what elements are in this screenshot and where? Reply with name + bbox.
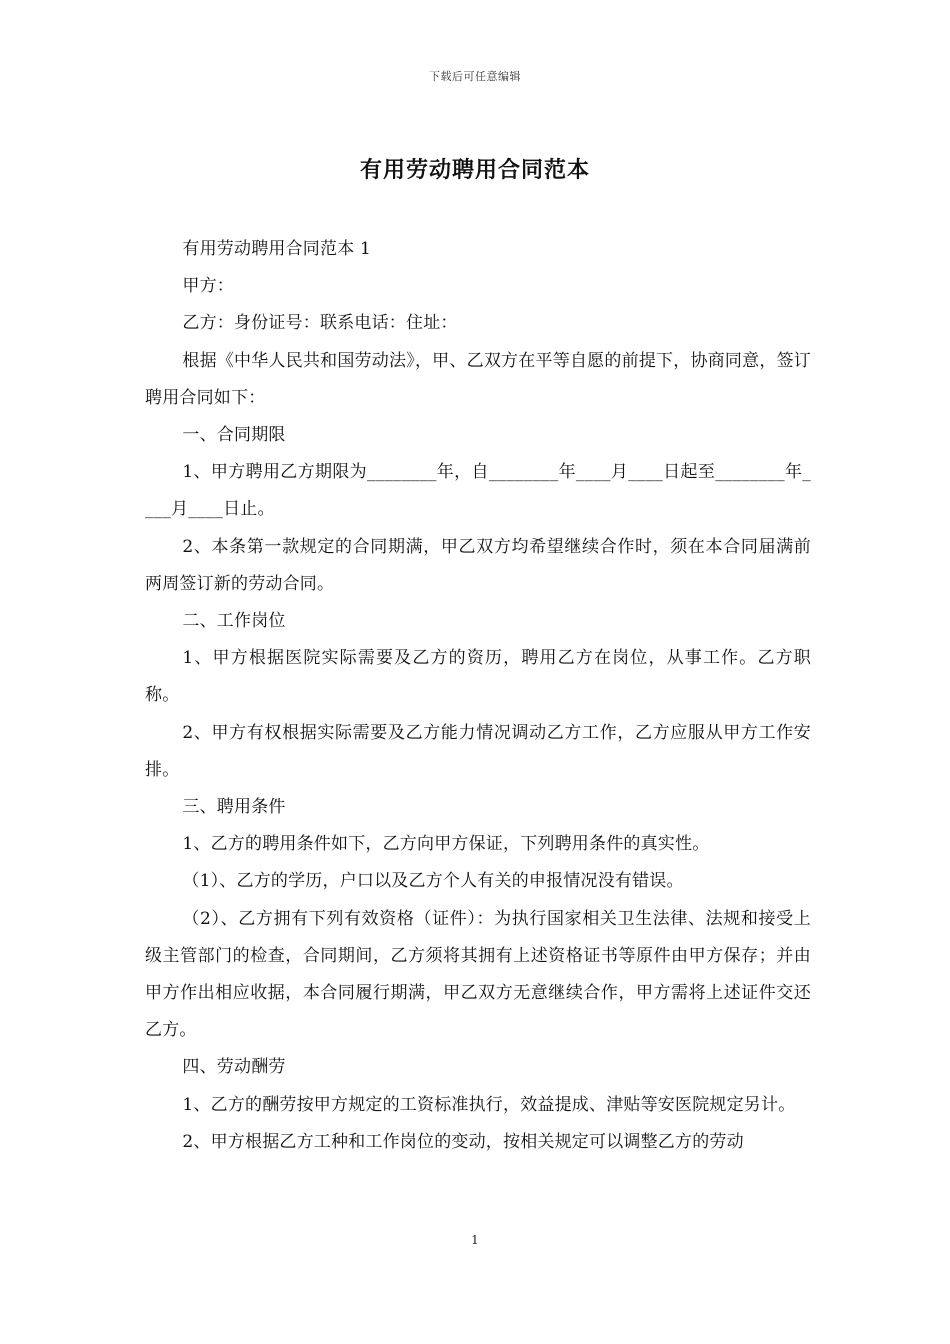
- section-heading-conditions: 三、聘用条件: [182, 797, 286, 818]
- paragraph-party-b: 乙方：身份证号：联系电话：住址：: [182, 313, 458, 334]
- paragraph-conditions-item-2: （2）、乙方拥有下列有效资格（证件）：为执行国家相关卫生法律、法规和接受上级主管部门的检查，合同期间，乙方须将其拥有上述资格证书等原件由甲方保存；并由甲方作出相应收据，本合同履行期满，甲乙双方无意继续合作，甲方需将上述证件交还乙方。: [145, 908, 811, 1041]
- paragraph-conditions-item-1: （1）、乙方的学历，户口以及乙方个人有关的申报情况没有错误。: [182, 871, 684, 892]
- document-title: 有用劳动聘用合同范本: [359, 158, 590, 183]
- document-body: [145, 231, 811, 1161]
- paragraph-term-2: 2、本条第一款规定的合同期满，甲乙双方均希望继续合作时，须在本合同届满前两周签订新的劳动合同。: [145, 536, 811, 594]
- section-heading-remuneration: 四、劳动酬劳: [182, 1057, 286, 1078]
- page-number: 1: [471, 1233, 479, 1247]
- paragraph-remuneration-1: 1、乙方的酬劳按甲方规定的工资标准执行，效益提成、津贴等安医院规定另计。: [182, 1094, 796, 1115]
- paragraph-remuneration-2: 2、甲方根据乙方工种和工作岗位的变动，按相关规定可以调整乙方的劳动: [182, 1131, 744, 1152]
- paragraph-subtitle: 有用劳动聘用合同范本 1: [182, 239, 372, 259]
- section-heading-term: 一、合同期限: [182, 425, 286, 446]
- paragraph-position-2: 2、甲方有权根据实际需要及乙方能力情况调动乙方工作，乙方应服从甲方工作安排。: [145, 722, 811, 780]
- section-heading-position: 二、工作岗位: [182, 611, 286, 632]
- paragraph-conditions-1: 1、乙方的聘用条件如下，乙方向甲方保证，下列聘用条件的真实性。: [182, 834, 710, 855]
- paragraph-preamble: 根据《中华人民共和国劳动法》，甲、乙双方在平等自愿的前提下，协商同意，签订聘用合同如下：: [145, 350, 811, 408]
- header-note: 下载后可任意编辑: [429, 70, 521, 83]
- paragraph-position-1: 1、甲方根据医院实际需要及乙方的资历，聘用乙方在岗位，从事工作。乙方职称。: [145, 648, 811, 706]
- paragraph-term-1: 1、甲方聘用乙方期限为________年，自________年____月____日起至________年____月____日止。: [145, 462, 811, 520]
- paragraph-party-a: 甲方：: [182, 276, 234, 297]
